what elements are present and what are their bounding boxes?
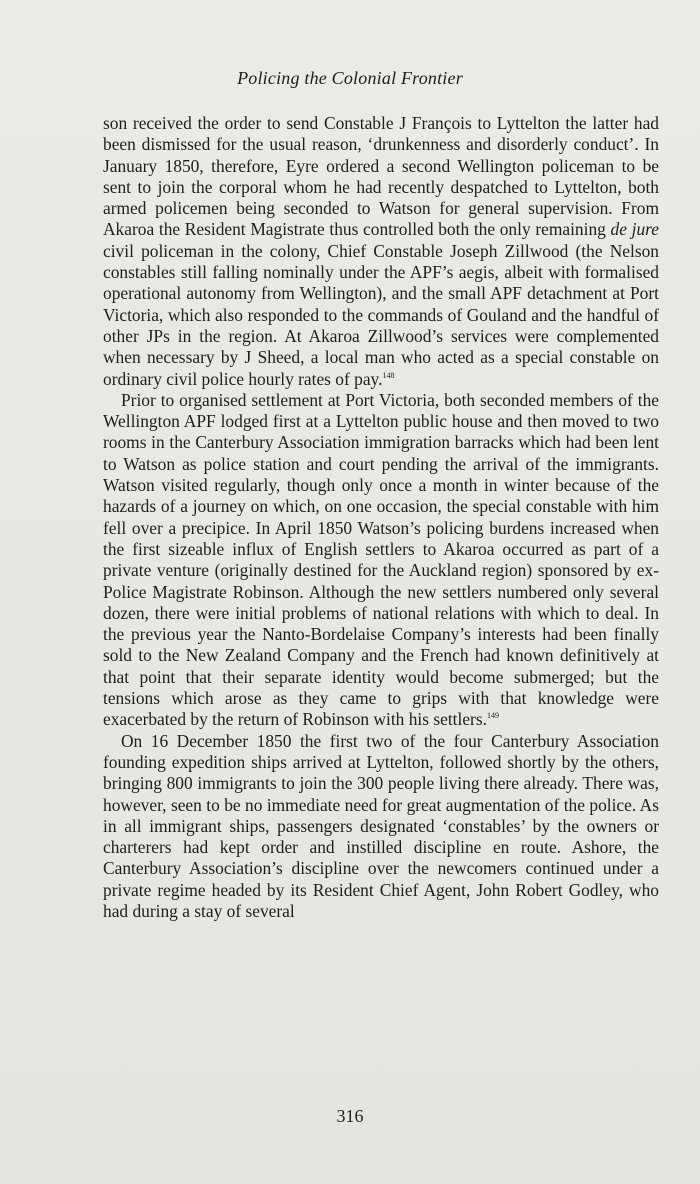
footnote-marker-149: 149 [486,711,499,721]
paragraph-3-text: On 16 December 1850 the first two of the four Canterbury Association founding expedition ships arrived at Lyttelton, followed shortly by the others, bringing 800 immigrants to join the 300 people living there already. There was, however, seen to be no immediate need for great augmentation of the police. As in all immigrant ships, passengers designated ‘constables’ by the owners or charterers had kept order and instilled discipline en route. Ashore, the Canterbury Association’s discipline over the newcomers continued under a private regime headed by its Resident Chief Agent, John Robert Godley, who had during a stay of several [103,730,659,921]
footnote-marker-148: 148 [382,370,395,380]
paragraph-2 [103,390,659,731]
paragraph-1-text-a: son received the order to send Constable J François to Lyttelton the latter had been dismissed for the usual reason, ‘drunkenness and disorderly conduct’. In January 1850, therefore, Eyre ordered a second Wellington policeman to be sent to join the corporal whom he had recently despatched to Lyttelton, both armed policemen being seconded to Watson for general supervision. From Akaroa the Resident Magistrate thus controlled both the only remaining [103,113,659,240]
paragraph-3 [103,731,659,923]
paragraph-2-text: Prior to organised settlement at Port Victoria, both seconded members of the Wellington APF lodged first at a Lyttelton public house and then moved to two rooms in the Canterbury Association immigration barracks which had been lent to Watson as police station and court pending the arrival of the immigrants. Watson visited regularly, though only once a month in winter because of the hazards of a journey on which, on one occasion, the special constable with him fell over a precipice. In April 1850 Watson’s policing burdens increased when the first sizeable influx of English settlers to Akaroa occurred as part of a private venture (originally destined for the Auckland region) sponsored by ex-Police Magistrate Robinson. Although the new settlers numbered only several dozen, there were initial problems of national relations with which to deal. In the previous year the Nanto-Bordelaise Company’s interests had been finally sold to the New Zealand Company and the French had known definitively at that point that their separate identity would become submerged; but the tensions which arose as they came to grips with that knowledge were exacerbated by the return of Robinson with his settlers. [103,389,659,730]
page-number: 316 [336,1106,364,1126]
body-text [103,113,659,922]
emphasis-de-jure: de jure [610,219,659,240]
paragraph-1-text-b: civil policeman in the colony, Chief Constable Joseph Zillwood (the Nelson constables still falling nominally under the APF’s aegis, albeit with formalised operational autonomy from Wellington), and the small APF detachment at Port Victoria, which also responded to the commands of Gouland and the handful of other JPs in the region. At Akaroa Zillwood’s services were complemented when necessary by J Sheed, a local man who acted as a special constable on ordinary civil police hourly rates of pay. [103,240,659,389]
running-head: Policing the Colonial Frontier [237,68,463,88]
paragraph-1 [103,113,659,390]
